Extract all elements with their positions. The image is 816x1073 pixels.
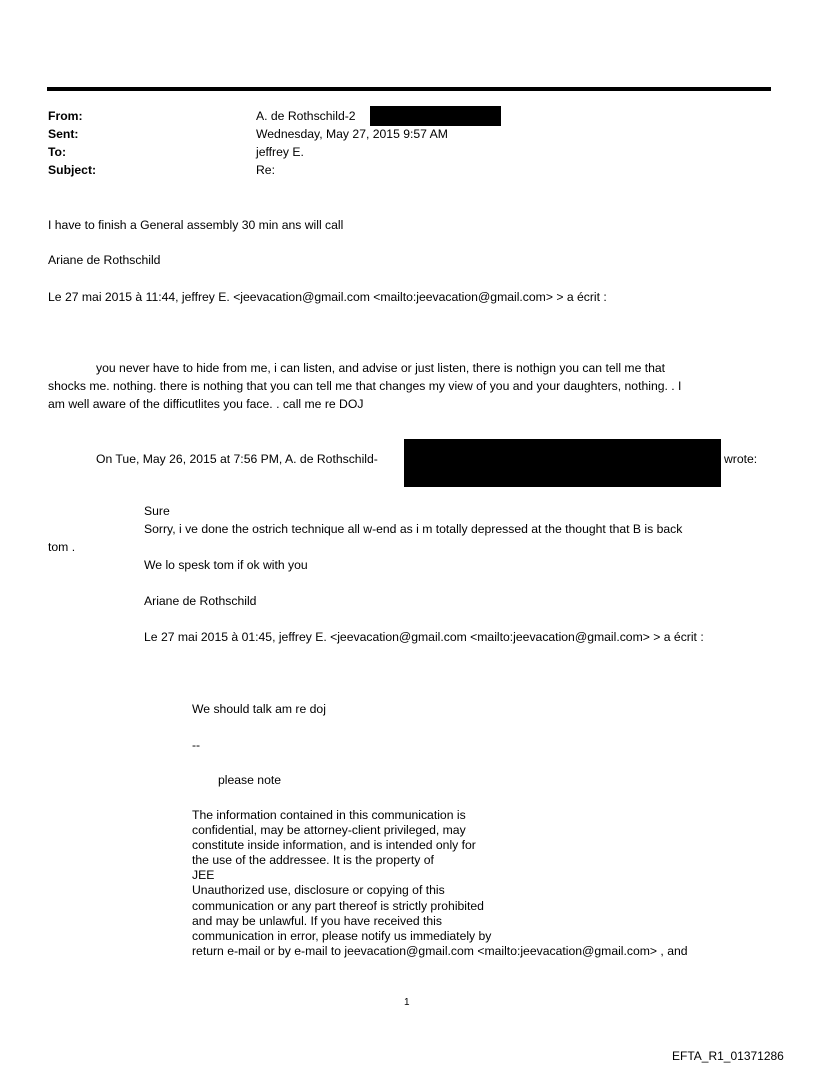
quote-intro: On Tue, May 26, 2015 at 7:56 PM, A. de Rothschild-: [96, 452, 378, 466]
quote-intro: Le 27 mai 2015 à 01:45, jeffrey E. <jeevacation@gmail.com <mailto:jeevacation@gmail.com> > a écrit :: [144, 630, 704, 644]
document-id: EFTA_R1_01371286: [672, 1049, 784, 1063]
redaction-box: [404, 439, 721, 487]
disclaimer-line: The information contained in this communication is: [192, 808, 466, 822]
from-value: A. de Rothschild-2: [256, 109, 356, 123]
quote-line: you never have to hide from me, i can listen, and advise or just listen, there is nothign you can tell me that: [96, 361, 666, 375]
disclaimer-line: and may be unlawful. If you have received this: [192, 913, 442, 928]
to-value: jeffrey E.: [256, 145, 304, 159]
subject-value: Re:: [256, 163, 275, 177]
disclaimer-line: JEE: [192, 868, 215, 883]
disclaimer-line: Unauthorized use, disclosure or copying of this: [192, 883, 445, 898]
quote-intro: Le 27 mai 2015 à 11:44, jeffrey E. <jeevacation@gmail.com <mailto:jeevacation@gmail.com> > a écrit :: [48, 290, 607, 304]
from-label: From:: [48, 109, 83, 123]
disclaimer-line: the use of the addressee. It is the property of: [192, 853, 434, 868]
quote-line: We should talk am re doj: [192, 702, 326, 716]
signature: Ariane de Rothschild: [48, 253, 161, 267]
please-note: please note: [218, 773, 282, 787]
disclaimer-block: [192, 808, 752, 959]
disclaimer-line: communication in error, please notify us immediately by: [192, 928, 492, 943]
redaction-box: [370, 106, 501, 126]
to-label: To:: [48, 145, 67, 159]
page-number: 1: [404, 997, 410, 1008]
header-rule: [47, 87, 771, 91]
disclaimer-line: return e-mail or by e-mail to jeevacation@gmail.com <mailto:jeevacation@gmail.com> , and: [192, 943, 688, 958]
subject-label: Subject:: [48, 163, 97, 177]
reply-line: tom .: [48, 540, 76, 554]
sent-label: Sent:: [48, 127, 79, 141]
signature: Ariane de Rothschild: [144, 594, 257, 608]
sent-value: Wednesday, May 27, 2015 9:57 AM: [256, 127, 448, 141]
quote-line: am well aware of the difficutlites you face. . call me re DOJ: [48, 397, 364, 411]
quote-wrote: wrote:: [724, 452, 758, 466]
reply-line: We lo spesk tom if ok with you: [144, 558, 308, 572]
reply-line: Sure: [144, 504, 170, 518]
quote-line: shocks me. nothing. there is nothing that you can tell me that changes my view of you and your daughters, nothing. . I: [48, 379, 682, 393]
reply-line: Sorry, i ve done the ostrich technique all w-end as i m totally depressed at the thought that B is back: [144, 522, 683, 536]
disclaimer-line: confidential, may be attorney-client privileged, may: [192, 823, 466, 838]
disclaimer-line: communication or any part thereof is strictly prohibited: [192, 898, 484, 913]
signature-dashes: --: [192, 738, 201, 752]
disclaimer-line: constitute inside information, and is intended only for: [192, 838, 476, 853]
body-line: I have to finish a General assembly 30 min ans will call: [48, 218, 344, 232]
